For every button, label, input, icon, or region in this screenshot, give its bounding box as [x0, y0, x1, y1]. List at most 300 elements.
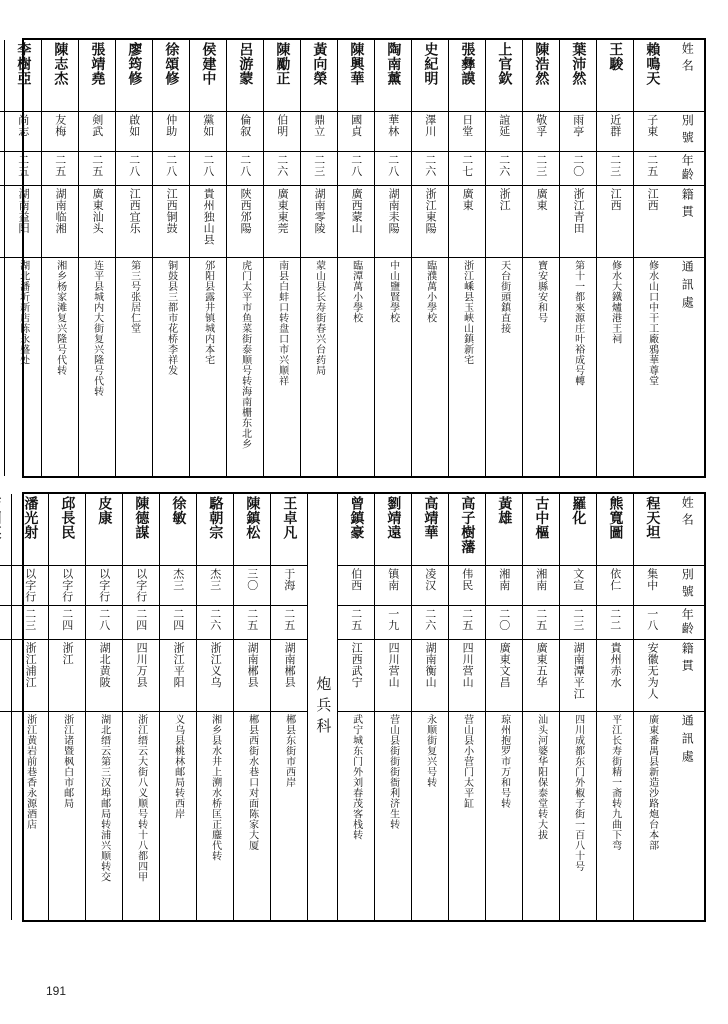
cell-name [375, 40, 411, 112]
cell-alias [486, 112, 522, 152]
cell-alias [523, 566, 559, 606]
cell-address-text: 湖北潘圻新店陈永盛处 [17, 260, 29, 365]
cell-address [523, 712, 559, 920]
cell-origin [271, 640, 307, 712]
cell-address-text: 修水大鐵爐港王祠 [609, 260, 621, 344]
cell-alias [523, 112, 559, 152]
cell-age [560, 152, 596, 186]
cell-address-text: 浙江嵊县玉峽山鎮新宅 [461, 260, 473, 365]
cell-alias [375, 566, 411, 606]
cell-age [116, 152, 152, 186]
table-column [411, 40, 448, 476]
cell-age-text: 二二 [608, 608, 622, 631]
cell-name [449, 40, 485, 112]
cell-age-text: 二四 [171, 608, 185, 631]
header-address-text: 通訊處 [680, 260, 695, 314]
cell-address [301, 258, 337, 476]
cell-alias-text: 啟如 [127, 114, 141, 137]
cell-age [0, 606, 11, 640]
cell-name [338, 40, 374, 112]
cell-address-text: 虎门太平市鱼菜街泰顺号转海南栅东北乡 [239, 260, 251, 449]
cell-address-text: 铜鼓县三都市花桥李祥发 [165, 260, 177, 376]
cell-alias [449, 112, 485, 152]
cell-origin [634, 186, 670, 258]
cell-origin [375, 186, 411, 258]
cell-alias-text: 子東 [645, 114, 659, 137]
cell-origin [234, 640, 270, 712]
cell-name [412, 494, 448, 566]
table-column [522, 40, 559, 476]
cell-origin-text: 浙江東陽 [424, 188, 438, 234]
roster-table-top [15, 38, 706, 478]
cell-name-text: 王駿 [607, 42, 624, 71]
table-column [4, 40, 41, 476]
cell-alias-text: 伯西 [349, 568, 363, 591]
cell-name [227, 40, 263, 112]
cell-age-text: 二六 [423, 608, 437, 631]
cell-name-text: 邱長民 [59, 496, 76, 540]
cell-age [271, 606, 307, 640]
cell-origin [486, 186, 522, 258]
cell-origin [523, 640, 559, 712]
header-address-text: 通訊處 [680, 714, 695, 768]
cell-address-text: 天台街頭鎮直接 [498, 260, 510, 334]
table-column [596, 40, 633, 476]
cell-age [123, 606, 159, 640]
cell-address-text: 廣東番禺县新造沙路炮台本部 [646, 714, 658, 851]
cell-alias-text: 仲助 [164, 114, 178, 137]
cell-origin [412, 640, 448, 712]
table-column [115, 40, 152, 476]
cell-alias-text: 伯明 [275, 114, 289, 137]
cell-address-text: 营山县街街街衙利济生转 [387, 714, 399, 830]
cell-address [12, 712, 48, 920]
cell-origin-text: 湖南郴县 [283, 642, 297, 688]
cell-address [79, 258, 115, 476]
cell-origin-text: 浙江 [498, 188, 512, 211]
cell-age-text: 二四 [60, 608, 74, 631]
cell-alias-text: 剣武 [90, 114, 104, 137]
cell-address-text: 永顺街复兴号转 [424, 714, 436, 788]
cell-name-text: 侯建中 [200, 42, 217, 86]
header-address [670, 258, 704, 476]
cell-name [5, 40, 41, 112]
cell-alias [412, 566, 448, 606]
cell-origin [0, 640, 11, 712]
cell-name-text: 李樹亞 [15, 42, 32, 86]
cell-age-text: 二五 [349, 608, 363, 631]
cell-address [634, 258, 670, 476]
cell-alias-text: 黨如 [201, 114, 215, 137]
cell-address [271, 712, 307, 920]
cell-address [412, 712, 448, 920]
cell-age [12, 606, 48, 640]
cell-alias [560, 112, 596, 152]
header-origin [670, 186, 704, 258]
cell-age [86, 606, 122, 640]
cell-address [190, 258, 226, 476]
cell-origin-text: 浙江 [61, 642, 75, 665]
cell-name [486, 494, 522, 566]
cell-address-text: 琼州抱罗市万和号转 [498, 714, 510, 809]
cell-origin [153, 186, 189, 258]
cell-alias [338, 566, 374, 606]
cell-name-text: 羅化 [570, 496, 587, 525]
cell-age [338, 152, 374, 186]
cell-alias [123, 566, 159, 606]
cell-origin-text: 湖南潭平江 [572, 642, 586, 700]
cell-origin-text: 浙江青田 [572, 188, 586, 234]
cell-name-text: 駱朝宗 [207, 496, 224, 540]
cell-address-text: 浙江黄岩前巷香永源酒店 [24, 714, 36, 830]
cell-alias-text: 于海 [282, 568, 296, 591]
cell-origin [338, 186, 374, 258]
cell-name-text: 王卓凡 [281, 496, 298, 540]
cell-address-text: 连平县城内大街复兴隆号代转 [91, 260, 103, 397]
cell-name-text: 劉靖遠 [385, 496, 402, 540]
table-column [263, 40, 300, 476]
cell-alias-text: 集中 [645, 568, 659, 591]
cell-name [79, 40, 115, 112]
cell-address-text: 湖北缙云第三汉埠邮局转浦兴顺转交 [98, 714, 110, 882]
cell-alias [271, 566, 307, 606]
cell-age [449, 606, 485, 640]
header-name-text: 姓名 [680, 496, 695, 530]
cell-age-text: 二三 [534, 154, 548, 177]
cell-age [375, 606, 411, 640]
cell-alias-text: 杰三 [208, 568, 222, 591]
cell-alias [190, 112, 226, 152]
table-column [485, 494, 522, 920]
cell-origin-text: 廣東五华 [535, 642, 549, 688]
cell-address-text: 郴县东街市西岸 [283, 714, 295, 788]
cell-name [0, 494, 11, 566]
cell-alias-text: 以字行 [97, 568, 111, 603]
cell-age [523, 606, 559, 640]
cell-origin-text: 浙江平阳 [172, 642, 186, 688]
cell-age [597, 606, 633, 640]
cell-alias-text: 凌汉 [423, 568, 437, 591]
cell-age-text: 二四 [134, 608, 148, 631]
cell-age [449, 152, 485, 186]
header-age-text: 年齡 [680, 608, 695, 636]
cell-age [227, 152, 263, 186]
cell-age [5, 152, 41, 186]
cell-origin [301, 186, 337, 258]
cell-alias-text: 近群 [608, 114, 622, 137]
cell-age-text: 二八 [386, 154, 400, 177]
cell-alias-text: 文宣 [571, 568, 585, 591]
cell-origin [338, 640, 374, 712]
table-column [411, 494, 448, 920]
cell-address-text: 郴县西街水巷口对面陈家大厦 [246, 714, 258, 851]
cell-age [301, 152, 337, 186]
header-address [670, 712, 704, 920]
cell-origin [449, 640, 485, 712]
cell-name [634, 40, 670, 112]
cell-origin-text: 湖南益阳 [17, 188, 31, 234]
table-column [522, 494, 559, 920]
header-alias [670, 112, 704, 152]
cell-alias-text: 三〇 [245, 568, 259, 591]
cell-address [597, 258, 633, 476]
cell-age [264, 152, 300, 186]
cell-name-text: 陳志杰 [52, 42, 69, 86]
cell-name-text: 陳鎮松 [244, 496, 261, 540]
cell-name [597, 494, 633, 566]
cell-name-text: 葉沛然 [570, 42, 587, 86]
cell-alias-text: 日堂 [460, 114, 474, 137]
cell-name-text: 黃雄 [496, 496, 513, 525]
cell-alias-text: 以字行 [60, 568, 74, 603]
cell-name-text: 廖筠修 [126, 42, 143, 86]
roster-table-bottom [22, 492, 706, 922]
cell-address [523, 258, 559, 476]
header-age-text: 年齡 [680, 154, 695, 182]
cell-origin-text: 貴州赤水 [609, 642, 623, 688]
cell-name [234, 494, 270, 566]
cell-name-text: 潘光射 [22, 496, 39, 540]
cell-origin [197, 640, 233, 712]
cell-name [12, 494, 48, 566]
cell-name-text: 徐敏 [170, 496, 187, 525]
header-name [670, 494, 704, 566]
cell-address [449, 258, 485, 476]
cell-alias-text: 華林 [386, 114, 400, 137]
cell-address-text: 营山县小营门太平缸 [461, 714, 473, 809]
cell-address [197, 712, 233, 920]
cell-alias [42, 112, 78, 152]
cell-alias [634, 112, 670, 152]
cell-origin [227, 186, 263, 258]
cell-alias [86, 566, 122, 606]
cell-name-text: 高子樹藩 [459, 496, 476, 554]
cell-age [634, 152, 670, 186]
cell-alias [338, 112, 374, 152]
cell-name-text: 曾鎮豪 [348, 496, 365, 540]
table-column [448, 40, 485, 476]
cell-address-text: 臨濮萬小學校 [424, 260, 436, 323]
cell-age [153, 152, 189, 186]
cell-name-text: 上官欽 [496, 42, 513, 86]
cell-address [49, 712, 85, 920]
cell-origin-text: 湖南零陵 [313, 188, 327, 234]
cell-name-text: 陳興華 [348, 42, 365, 86]
cell-name-text: 黃向榮 [311, 42, 328, 86]
cell-alias [160, 566, 196, 606]
table-column [374, 494, 411, 920]
cell-alias-text: 誼延 [497, 114, 511, 137]
cell-address [116, 258, 152, 476]
cell-origin-text: 江西 [609, 188, 623, 211]
cell-alias-text: 湘南 [497, 568, 511, 591]
cell-origin [597, 640, 633, 712]
table-column [226, 40, 263, 476]
cell-alias-text: 澤川 [423, 114, 437, 137]
cell-age [190, 152, 226, 186]
cell-name [449, 494, 485, 566]
cell-address-text: 湘乡杨家滩复兴隆号代转 [54, 260, 66, 376]
cell-name [597, 40, 633, 112]
page-number: 191 [46, 984, 67, 998]
cell-age [49, 606, 85, 640]
cell-age [197, 606, 233, 640]
table-column [159, 494, 196, 920]
cell-address [123, 712, 159, 920]
table-column [448, 494, 485, 920]
cell-address [234, 712, 270, 920]
cell-age-text: 二三 [608, 154, 622, 177]
section-note [308, 494, 337, 920]
cell-age-text: 一九 [386, 608, 400, 631]
table-column [78, 40, 115, 476]
cell-age [338, 606, 374, 640]
cell-origin-text: 廣東汕头 [91, 188, 105, 234]
cell-address-text: 中山鹽賢學校 [387, 260, 399, 323]
cell-origin [412, 186, 448, 258]
cell-age-text: 一八 [645, 608, 659, 631]
cell-name [338, 494, 374, 566]
cell-alias [5, 112, 41, 152]
cell-origin [560, 186, 596, 258]
header-name-text: 姓名 [680, 42, 695, 76]
cell-alias-text: 杰三 [171, 568, 185, 591]
cell-name-text: 陶南薰 [385, 42, 402, 86]
cell-alias [197, 566, 233, 606]
cell-origin-text: 廣東東莞 [276, 188, 290, 234]
cell-address [560, 258, 596, 476]
table-header-column [670, 494, 704, 920]
cell-age-text: 二八 [201, 154, 215, 177]
cell-address [560, 712, 596, 920]
cell-name [412, 40, 448, 112]
cell-age-text: 二三 [23, 608, 37, 631]
header-age [670, 606, 704, 640]
header-origin [670, 640, 704, 712]
cell-origin-text: 湖南耒陽 [387, 188, 401, 234]
cell-alias [634, 566, 670, 606]
cell-alias [264, 112, 300, 152]
cell-age [486, 606, 522, 640]
cell-origin-text: 安徽无为人 [646, 642, 660, 700]
cell-origin-text: 湖南临湘 [54, 188, 68, 234]
table-column [559, 40, 596, 476]
cell-origin-text: 廣東 [461, 188, 475, 211]
cell-alias [153, 112, 189, 152]
cell-address [486, 712, 522, 920]
cell-address-text: 武宁城东门外刘春茂客栈转 [350, 714, 362, 840]
cell-age-text: 二六 [208, 608, 222, 631]
cell-address [86, 712, 122, 920]
cell-origin-text: 廣西蒙山 [350, 188, 364, 234]
cell-origin-text: 浙江义乌 [209, 642, 223, 688]
header-name [670, 40, 704, 112]
cell-origin [42, 186, 78, 258]
cell-name-text: 徐頌修 [163, 42, 180, 86]
cell-alias-text: 以字行 [23, 568, 37, 603]
cell-age-text: 二三 [571, 608, 585, 631]
cell-alias-text: 倫叙 [238, 114, 252, 137]
cell-name [523, 40, 559, 112]
cell-alias-text: 以字行 [134, 568, 148, 603]
cell-origin [79, 186, 115, 258]
header-origin-text: 籍貫 [680, 642, 695, 676]
cell-alias [0, 566, 11, 606]
cell-alias [412, 112, 448, 152]
cell-name-text: 陳勵正 [274, 42, 291, 86]
cell-address-text: 寶安縣安和号 [535, 260, 547, 323]
cell-name [271, 494, 307, 566]
cell-name [197, 494, 233, 566]
cell-name [264, 40, 300, 112]
cell-age [412, 152, 448, 186]
cell-alias [486, 566, 522, 606]
cell-address [153, 258, 189, 476]
cell-alias-text: 敬孚 [534, 114, 548, 137]
cell-address-text: 第十一都來源庄叶裕成号轉 [572, 260, 584, 386]
cell-age-text: 二五 [90, 154, 104, 177]
table-column [337, 40, 374, 476]
cell-alias [560, 566, 596, 606]
cell-name [153, 40, 189, 112]
cell-origin [5, 186, 41, 258]
table-column [196, 494, 233, 920]
table-column [11, 494, 48, 920]
cell-address-text: 汕头河婆华阳保泰堂转大拔 [535, 714, 547, 840]
cell-address [597, 712, 633, 920]
cell-alias [301, 112, 337, 152]
cell-address-text: 义乌县桃林邮局转西岸 [172, 714, 184, 819]
cell-alias [234, 566, 270, 606]
cell-name [523, 494, 559, 566]
cell-alias [449, 566, 485, 606]
header-alias [670, 566, 704, 606]
cell-address [264, 258, 300, 476]
cell-age [79, 152, 115, 186]
cell-alias-text: 鼎立 [312, 114, 326, 137]
table-column [596, 494, 633, 920]
cell-name-text: 呂游蒙 [237, 42, 254, 86]
cell-origin-text: 湖北黄陂 [98, 642, 112, 688]
cell-age-text: 二七 [460, 154, 474, 177]
cell-age [560, 606, 596, 640]
cell-name [42, 40, 78, 112]
cell-origin-text: 陝西邠陽 [239, 188, 253, 234]
cell-name [301, 40, 337, 112]
cell-alias [79, 112, 115, 152]
table-header-column [670, 40, 704, 476]
cell-age [523, 152, 559, 186]
cell-age-text: 二八 [127, 154, 141, 177]
cell-alias [227, 112, 263, 152]
cell-origin [560, 640, 596, 712]
cell-address-text: 邠阳县露井镇城内本宅 [202, 260, 214, 365]
cell-address [338, 258, 374, 476]
cell-origin-text: 廣東 [535, 188, 549, 211]
cell-address [160, 712, 196, 920]
table-column [85, 494, 122, 920]
cell-age [42, 152, 78, 186]
cell-name [375, 494, 411, 566]
cell-age-text: 二八 [97, 608, 111, 631]
cell-name [560, 494, 596, 566]
cell-age-text: 二五 [245, 608, 259, 631]
cell-address-text: 浙江诸暨枫白市邮局 [61, 714, 73, 809]
cell-origin [634, 640, 670, 712]
table-column [0, 494, 11, 920]
cell-address-text: 浙江缙云大街八义顺号转十八都四甲 [135, 714, 147, 882]
cell-origin-text: 江西武宁 [350, 642, 364, 688]
